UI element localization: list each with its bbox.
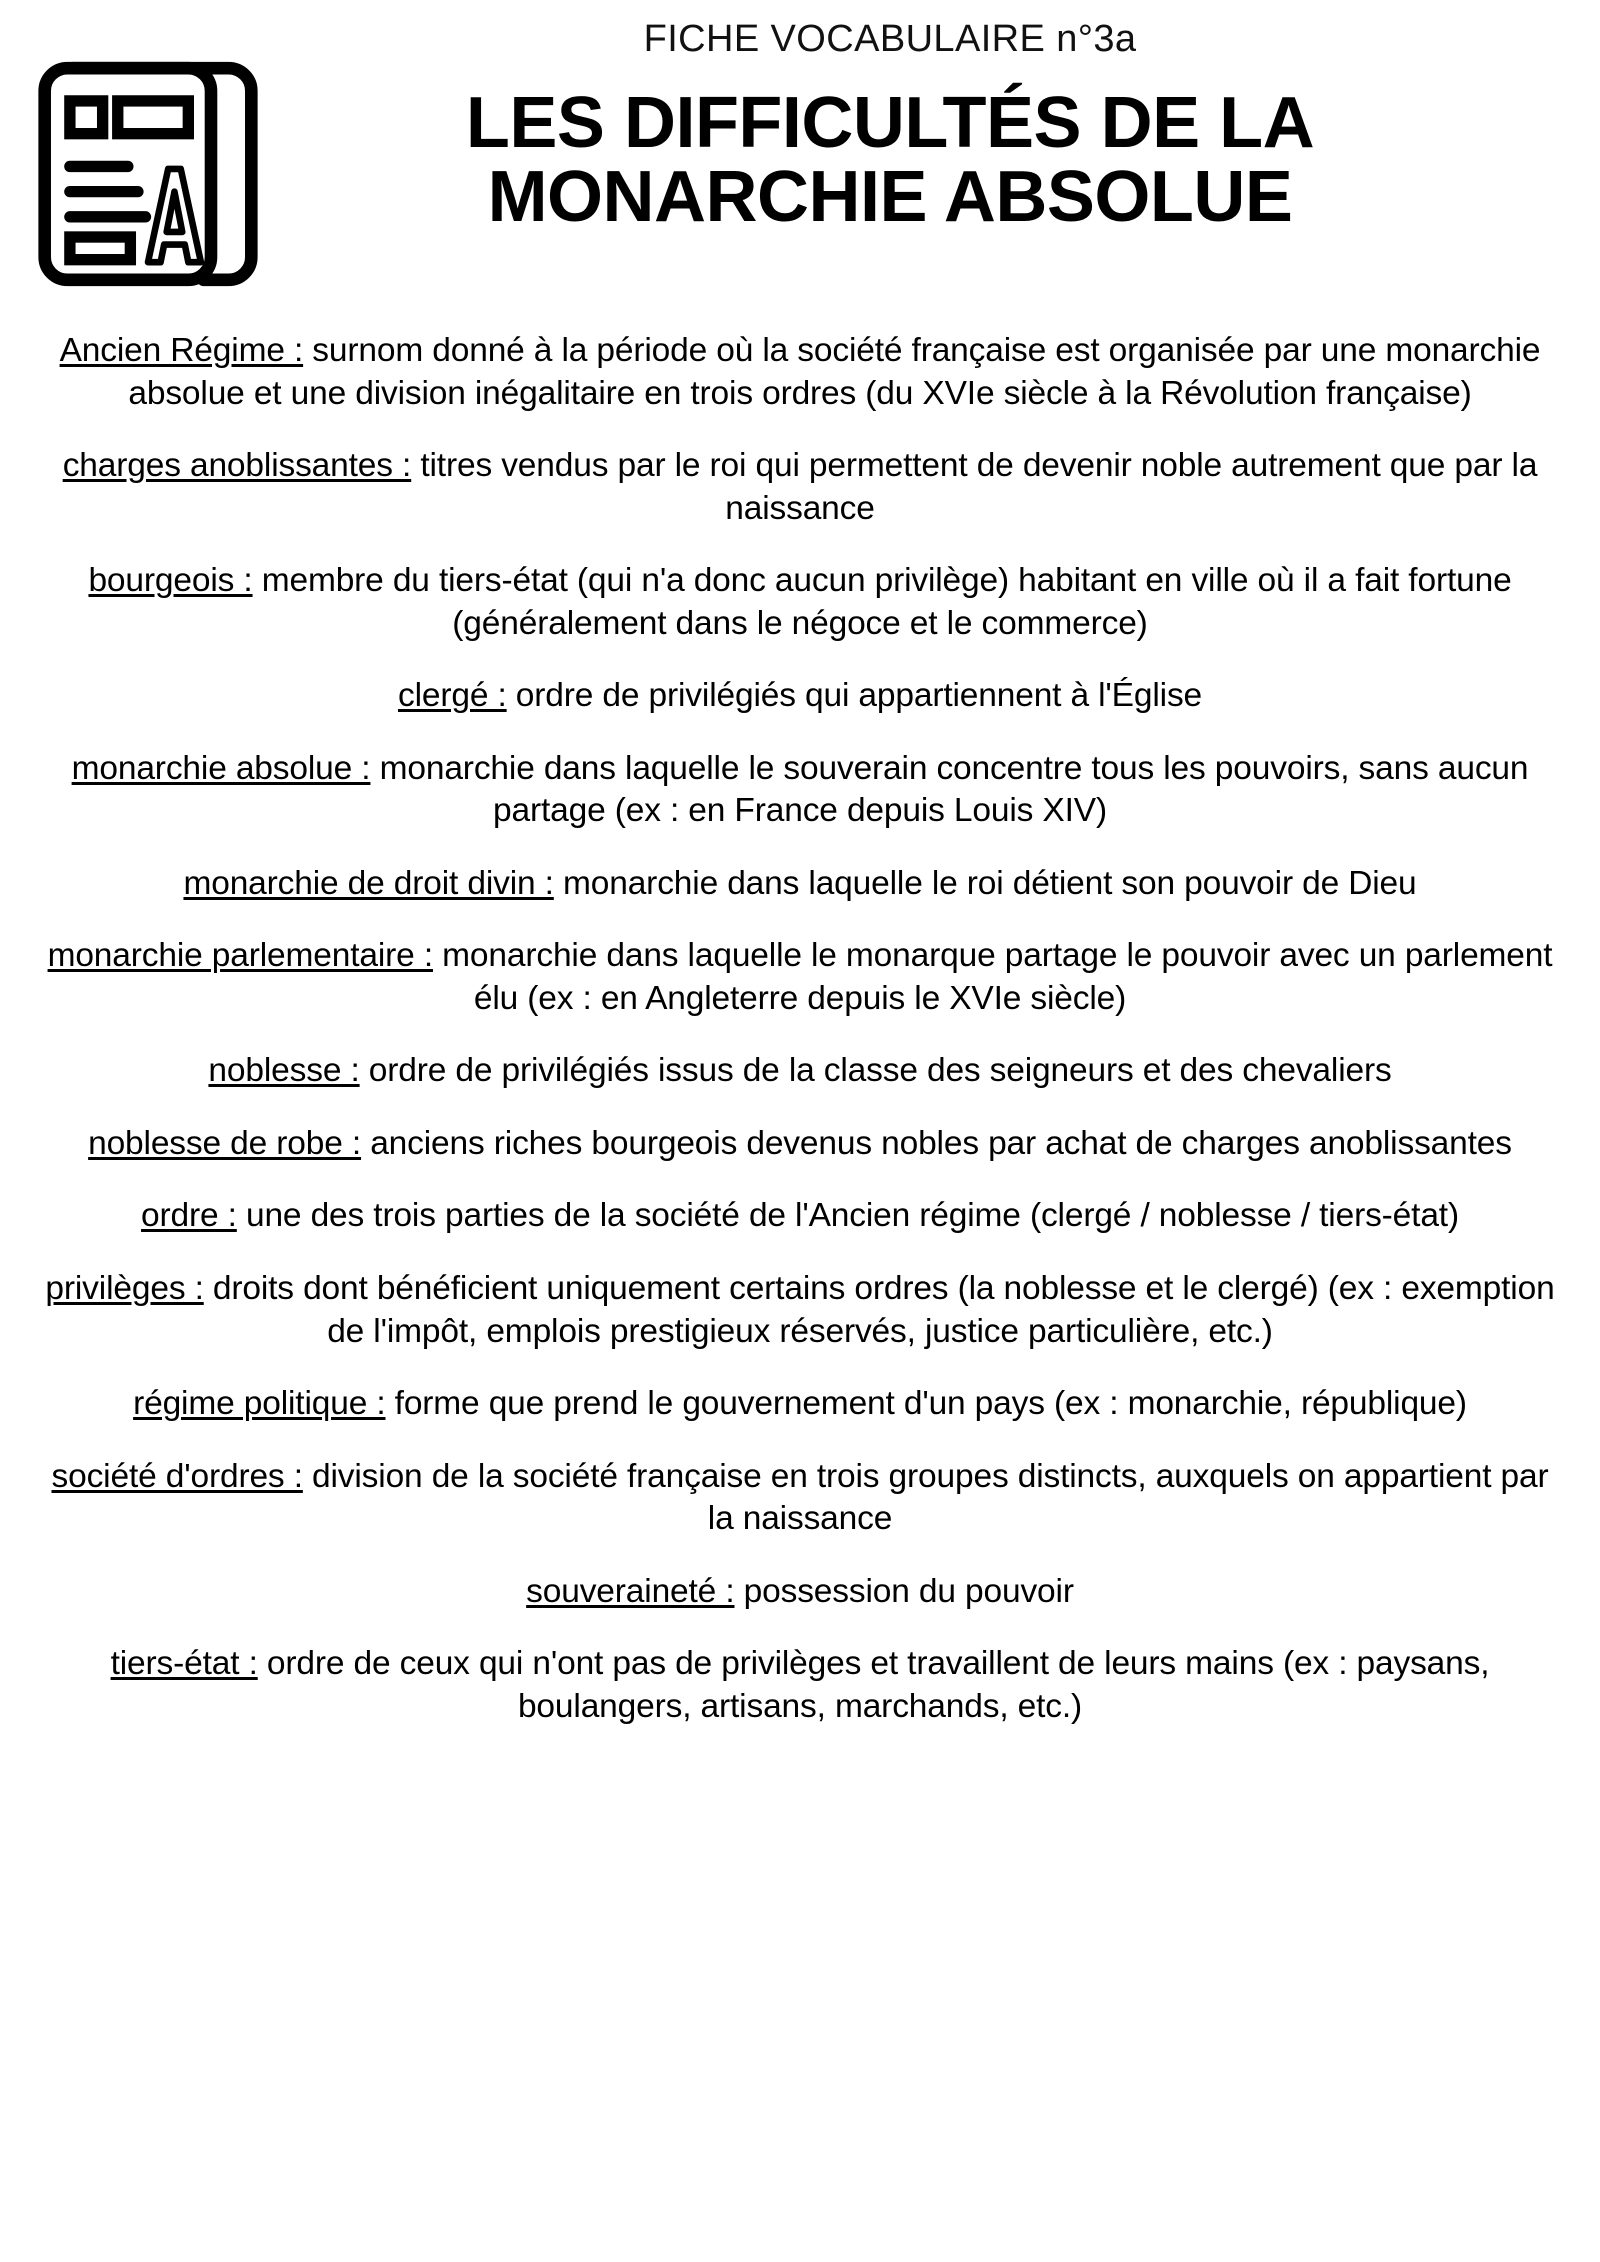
definition-entry [40, 330, 1560, 415]
definition-entry [40, 1456, 1560, 1541]
page-title-line-2: MONARCHIE ABSOLUE [487, 157, 1293, 238]
definition-term: tiers-état : [110, 1645, 258, 1683]
definition-text: possession du pouvoir [734, 1572, 1074, 1610]
definition-term: privilèges : [45, 1269, 204, 1307]
definition-term: noblesse : [208, 1052, 360, 1090]
definition-text: division de la société française en trois groupes distincts, auxquels on appartient par la naissance [302, 1457, 1549, 1538]
definition-term: charges anoblissantes : [62, 447, 412, 485]
definition-term: société d'ordres : [51, 1457, 303, 1495]
definition-term: bourgeois : [88, 562, 253, 600]
definition-term: monarchie absolue : [71, 749, 371, 787]
definition-entry [40, 675, 1560, 718]
definition-text: anciens riches bourgeois devenus nobles par achat de charges anoblissantes [361, 1124, 1512, 1162]
definition-text: une des trois parties de la société de l'Ancien régime (clergé / noblesse / tiers-état) [236, 1197, 1459, 1235]
definition-entry [40, 445, 1560, 530]
definition-text: surnom donné à la période où la société française est organisée par une monarchie absolue et une division inégalitaire en trois ordres (du XVIe siècle à la Révolution française) [128, 332, 1541, 412]
definition-text: titres vendus par le roi qui permettent de devenir noble autrement que par la naissance [411, 447, 1538, 527]
header-text-block [300, 0, 1480, 283]
definition-text: monarchie dans laquelle le souverain concentre tous les pouvoirs, sans aucun partage (ex : en France depuis Louis XIV) [370, 749, 1529, 830]
definition-text: droits dont bénéficient uniquement certains ordres (la noblesse et le clergé) (ex : exemption de l'impôt, emplois prestigieux réservés, justice particulière, etc.) [203, 1269, 1555, 1350]
definition-text: ordre de ceux qui n'ont pas de privilèges et travaillent de leurs mains (ex : paysans, boulangers, artisans, marchands, etc.) [257, 1645, 1490, 1725]
definition-entry [40, 1268, 1560, 1353]
definition-term: monarchie parlementaire : [47, 937, 433, 975]
definition-entry [40, 935, 1560, 1020]
definition-entry [40, 1643, 1560, 1728]
definition-text: ordre de privilégiés issus de la classe des seigneurs et des chevaliers [359, 1052, 1392, 1090]
definition-term: ordre : [141, 1197, 237, 1235]
page-title-line-1: LES DIFFICULTÉS DE LA [465, 82, 1315, 163]
page-title [300, 82, 1480, 238]
definition-entry [40, 1383, 1560, 1426]
definition-text: forme que prend le gouvernement d'un pays (ex : monarchie, république) [385, 1385, 1467, 1423]
definition-term: noblesse de robe : [88, 1124, 362, 1162]
document-vocabulary-icon [22, 48, 274, 300]
definition-text: membre du tiers-état (qui n'a donc aucun privilège) habitant en ville où il a fait fortune (généralement dans le négoce et le commerce) [252, 562, 1512, 642]
definition-entry [40, 1571, 1560, 1614]
definition-entry [40, 1050, 1560, 1093]
definition-list [0, 330, 1600, 1728]
sheet-label: FICHE VOCABULAIRE n°3a [643, 18, 1137, 60]
definition-entry [40, 1123, 1560, 1166]
definition-text: monarchie dans laquelle le roi détient son pouvoir de Dieu [553, 864, 1417, 902]
definition-term: monarchie de droit divin : [183, 864, 554, 902]
definition-entry [40, 863, 1560, 906]
definition-term: régime politique : [133, 1385, 386, 1423]
definition-term: souveraineté : [526, 1572, 735, 1610]
definition-text: ordre de privilégiés qui appartiennent à l'Église [506, 677, 1203, 715]
definition-entry [40, 560, 1560, 645]
definition-entry [40, 748, 1560, 833]
definition-entry [40, 1195, 1560, 1238]
definition-text: monarchie dans laquelle le monarque partage le pouvoir avec un parlement élu (ex : en Angleterre depuis le XVIe siècle) [432, 937, 1553, 1017]
definition-term: clergé : [397, 677, 507, 715]
definition-term: Ancien Régime : [59, 332, 304, 369]
document-header [0, 0, 1600, 330]
